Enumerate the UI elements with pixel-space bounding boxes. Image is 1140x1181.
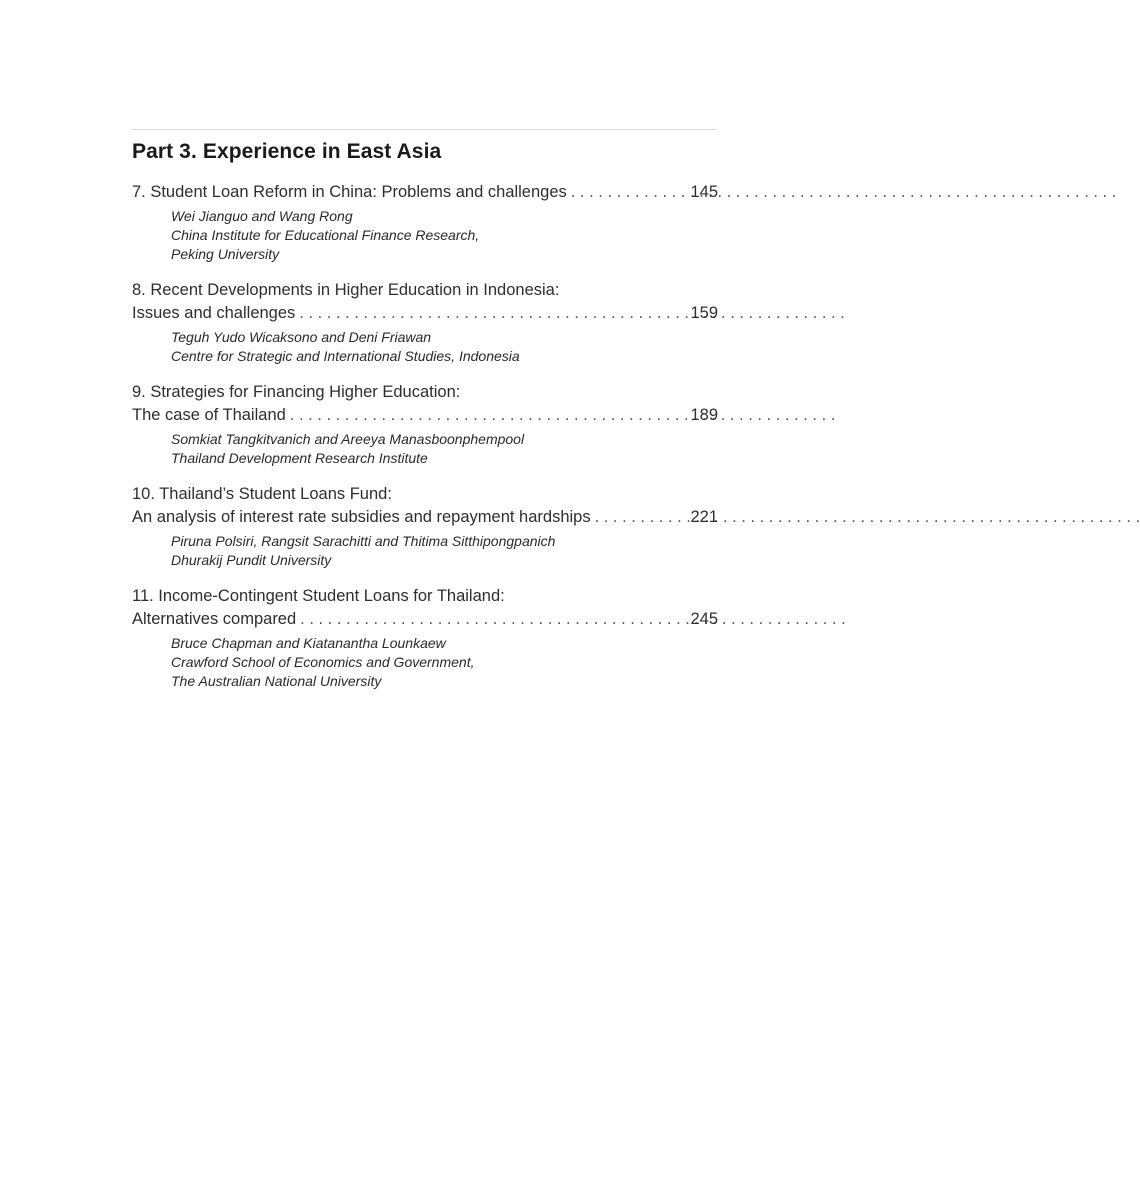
author-line: Teguh Yudo Wicaksono and Deni Friawan: [171, 329, 432, 345]
page-number: 245: [690, 610, 718, 628]
toc-entry-chapter-9: [132, 381, 718, 468]
chapter-title: 7. Student Loan Reform in China: Problems and challenges: [132, 183, 567, 201]
dot-leader: [295, 302, 684, 325]
affiliation-line: China Institute for Educational Finance Research,: [171, 227, 480, 243]
chapter-authors: [171, 634, 718, 691]
chapter-title: 9. Strategies for Financing Higher Education:: [132, 383, 461, 401]
chapter-title-continued: An analysis of interest rate subsidies and repayment hardships: [132, 508, 591, 526]
page-number: 221: [690, 508, 718, 526]
dot-leader: [286, 404, 685, 427]
toc-title-line: [132, 279, 718, 302]
page-number: 159: [690, 304, 718, 322]
chapter-authors: [171, 328, 718, 366]
chapter-title: 8. Recent Developments in Higher Education in Indonesia:: [132, 281, 560, 299]
author-line: Bruce Chapman and Kiatanantha Lounkaew: [171, 635, 446, 651]
affiliation-line: The Australian National University: [171, 673, 382, 689]
top-rule: [131, 129, 717, 130]
toc-title-line: [132, 302, 718, 325]
toc-title-line: [132, 608, 718, 631]
dot-leader: [567, 181, 685, 204]
affiliation-line: Peking University: [171, 246, 280, 262]
chapter-authors: [171, 207, 718, 264]
table-of-contents: [132, 181, 718, 691]
toc-entry-chapter-10: [132, 483, 718, 570]
chapter-title-continued: Alternatives compared: [132, 610, 297, 628]
page-number: 145: [690, 183, 718, 201]
toc-entry-chapter-7: [132, 181, 718, 264]
toc-title-line: [132, 404, 718, 427]
toc-title-line: [132, 506, 718, 529]
chapter-title-continued: Issues and challenges: [132, 304, 296, 322]
toc-title-line: [132, 381, 718, 404]
affiliation-line: Crawford School of Economics and Government,: [171, 654, 475, 670]
part-heading: Part 3. Experience in East Asia: [132, 140, 442, 163]
toc-title-line: [132, 483, 718, 506]
chapter-authors: [171, 532, 718, 570]
author-line: Somkiat Tangkitvanich and Areeya Manasboonphempool: [171, 431, 525, 447]
author-line: Piruna Polsiri, Rangsit Sarachitti and Thitima Sitthipongpanich: [171, 533, 556, 549]
affiliation-line: Thailand Development Research Institute: [171, 450, 428, 466]
dot-leader: [296, 608, 684, 631]
toc-title-line: [132, 585, 718, 608]
page-number: 189: [690, 406, 718, 424]
toc-title-line: [132, 181, 718, 204]
chapter-title: 10. Thailand’s Student Loans Fund:: [132, 485, 392, 503]
dot-leader: [591, 506, 685, 529]
chapter-title: 11. Income-Contingent Student Loans for Thailand:: [132, 587, 505, 605]
affiliation-line: Dhurakij Pundit University: [171, 552, 332, 568]
chapter-authors: [171, 430, 718, 468]
author-line: Wei Jianguo and Wang Rong: [171, 208, 353, 224]
toc-entry-chapter-11: [132, 585, 718, 691]
toc-entry-chapter-8: [132, 279, 718, 366]
chapter-title-continued: The case of Thailand: [132, 406, 286, 424]
affiliation-line: Centre for Strategic and International Studies, Indonesia: [171, 348, 520, 364]
